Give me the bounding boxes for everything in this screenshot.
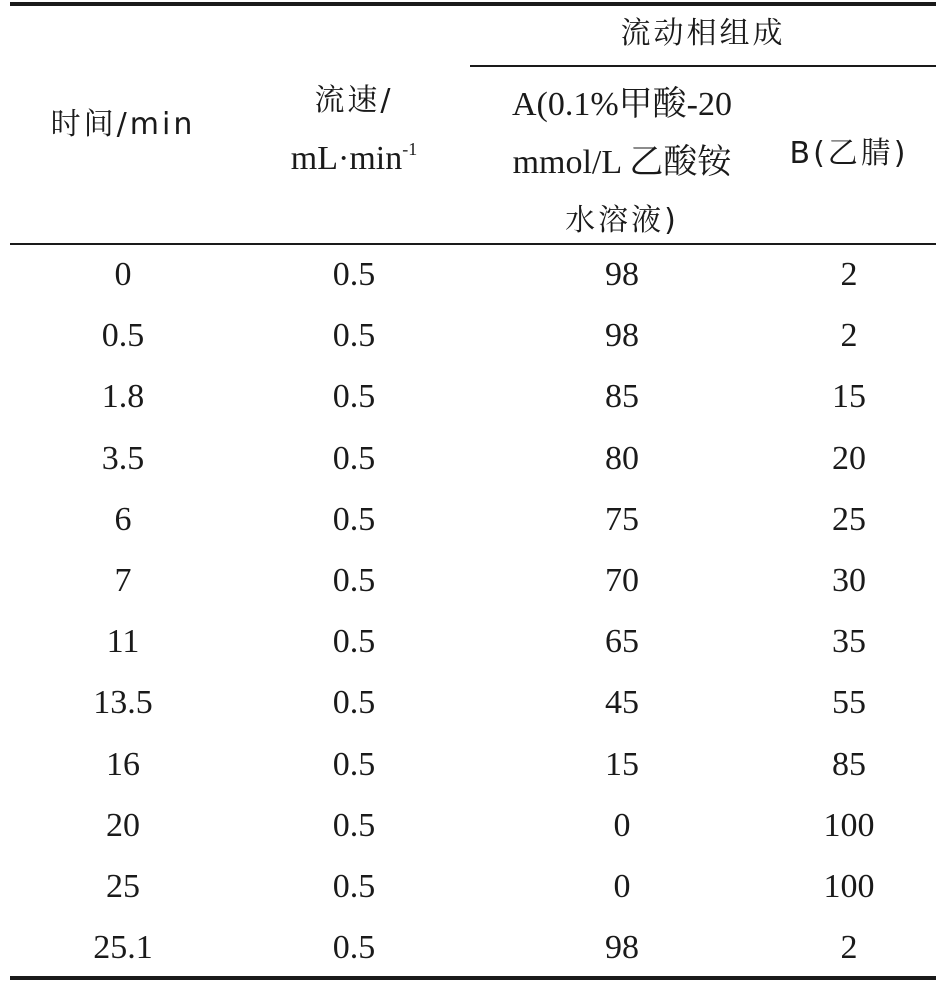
cell-time: 3.5 [101, 439, 145, 477]
table-row [10, 796, 936, 857]
cell-phase-b: 85 [832, 745, 866, 783]
cell-flow: 0.5 [332, 256, 376, 293]
cell-flow: 0.5 [332, 623, 376, 661]
table-row [10, 918, 936, 979]
cell-flow: 0.5 [332, 439, 376, 477]
header-time [10, 104, 236, 145]
table-top-rule [10, 2, 936, 6]
cell-phase-b: 55 [832, 684, 866, 722]
cell-phase-b: 25 [832, 500, 866, 538]
cell-time: 16 [106, 745, 140, 783]
table-row [10, 673, 936, 734]
cell-phase-a: 70 [605, 561, 639, 599]
cell-time: 11 [106, 623, 140, 661]
header-flow-line2 [236, 130, 472, 188]
cell-phase-a: 98 [605, 256, 639, 293]
cell-time: 25.1 [93, 929, 153, 967]
cell-phase-a: 65 [605, 623, 639, 661]
cell-flow: 0.5 [332, 806, 376, 844]
cell-flow: 0.5 [332, 317, 376, 355]
header-phase-a-line1: A(0.1%甲酸-20 [511, 86, 733, 123]
table-row [10, 612, 936, 673]
cell-phase-a: 45 [605, 684, 639, 722]
table-row [10, 551, 936, 612]
cell-phase-b: 30 [832, 561, 866, 599]
cell-time: 0 [114, 256, 132, 293]
header-flow-rate [236, 72, 472, 188]
cell-phase-a: 15 [605, 745, 639, 783]
cell-phase-a: 0 [613, 867, 631, 905]
table-row [10, 306, 936, 367]
mobile-phase-group-rule [470, 65, 936, 67]
cell-flow: 0.5 [332, 378, 376, 416]
cell-phase-b: 20 [832, 439, 866, 477]
cell-flow: 0.5 [332, 929, 376, 967]
cell-flow: 0.5 [332, 745, 376, 783]
cell-time: 6 [114, 500, 132, 538]
cell-phase-a: 0 [613, 806, 631, 844]
header-flow-unit: mL·min [290, 140, 403, 177]
cell-flow: 0.5 [332, 684, 376, 722]
cell-phase-b: 15 [832, 378, 866, 416]
cell-time: 1.8 [101, 378, 145, 416]
table-row [10, 490, 936, 551]
cell-phase-b: 2 [840, 929, 858, 967]
cell-phase-b: 100 [823, 806, 875, 844]
header-flow-line1: 流速/ [314, 83, 394, 118]
header-phase-a-line2: mmol/L 乙酸铵 [512, 144, 732, 181]
gradient-table [10, 0, 936, 986]
cell-time: 0.5 [101, 317, 145, 355]
table-row [10, 367, 936, 428]
table-row [10, 735, 936, 796]
table-row [10, 857, 936, 918]
header-flow-exponent: -1 [402, 139, 418, 159]
table-row [10, 245, 936, 306]
table-body [10, 245, 936, 979]
cell-phase-a: 75 [605, 500, 639, 538]
cell-phase-b: 2 [840, 317, 858, 355]
cell-time: 13.5 [93, 684, 153, 722]
cell-time: 7 [114, 561, 132, 599]
header-phase-a [472, 76, 772, 250]
cell-phase-a: 85 [605, 378, 639, 416]
cell-phase-b: 2 [840, 256, 858, 293]
cell-phase-a: 80 [605, 439, 639, 477]
header-time-label: 时间/min [50, 107, 196, 142]
header-phase-a-line3: 水溶液) [565, 203, 679, 238]
table-row [10, 429, 936, 490]
cell-flow: 0.5 [332, 561, 376, 599]
cell-phase-a: 98 [605, 929, 639, 967]
cell-flow: 0.5 [332, 867, 376, 905]
header-phase-b: B(乙腈) [789, 136, 909, 171]
cell-flow: 0.5 [332, 500, 376, 538]
cell-phase-b: 35 [832, 623, 866, 661]
cell-phase-a: 98 [605, 317, 639, 355]
cell-time: 20 [106, 806, 140, 844]
header-mobile-phase: 流动相组成 [620, 16, 786, 51]
cell-time: 25 [106, 867, 140, 905]
cell-phase-b: 100 [823, 867, 875, 905]
